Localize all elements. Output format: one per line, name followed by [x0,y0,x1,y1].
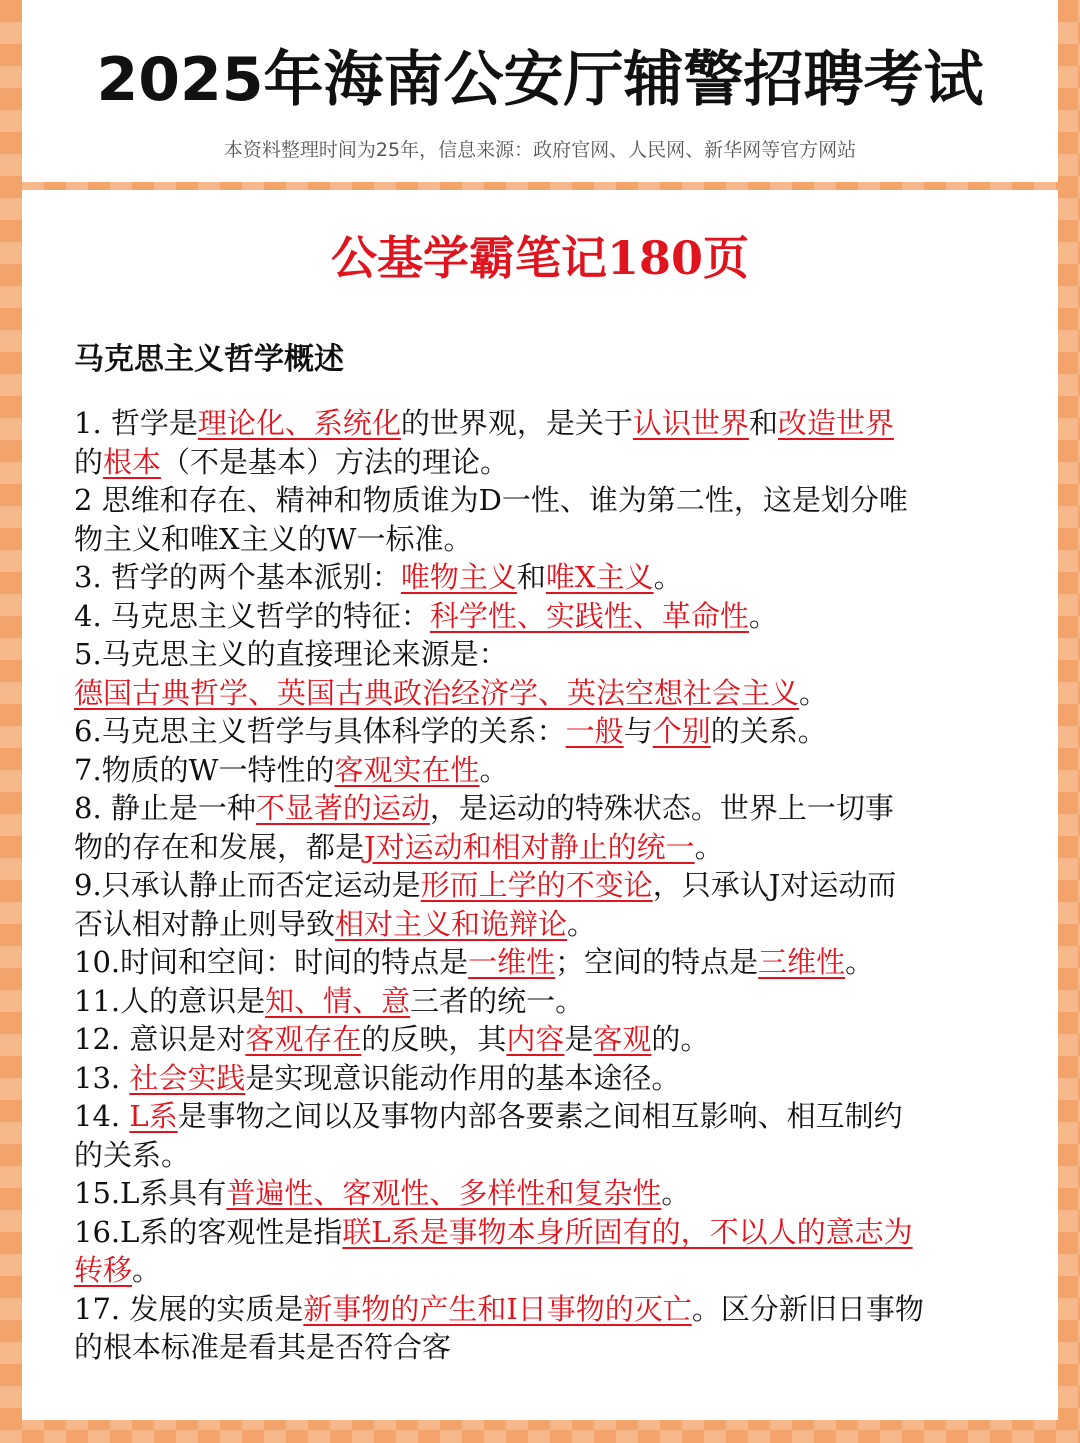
note-line [74,905,1004,944]
source-note: 本资料整理时间为25年，信息来源：政府官网、人民网、新华网等官方网站 [223,139,857,161]
note-text: 三者的统一。 [410,983,585,1018]
highlighted-term: 理论化、系统化 [197,406,401,440]
note-line [74,443,1004,482]
page-title: 2025年海南公安厅辅警招聘考试 [96,45,984,115]
note-text: 的关系。 [710,714,827,748]
note-text: 3. 哲学的两个基本派别： [74,560,401,594]
note-line [74,1097,1004,1136]
note-text: 8. 静止是一种 [74,791,256,825]
note-text: 15.L系具有 [74,1176,227,1210]
note-text: 6.马克思主义哲学与具体科学的关系： [74,714,566,748]
note-text: 7.物质的W一特性的 [74,752,335,787]
note-text: 是实现意识能动作用的基本途径。 [245,1060,681,1095]
notes-body [74,404,1004,1367]
note-line [74,712,1004,751]
note-text: 物主义和唯X主义的W一标准。 [74,521,473,556]
note-line [74,597,1004,636]
note-text: 。 [661,1176,691,1210]
highlighted-term: 唯X主义 [545,560,654,594]
note-text: 16.L系的客观性是指 [74,1214,343,1249]
highlighted-term: L系 [129,1099,178,1133]
note-text: 的。 [651,1022,710,1056]
notes-card [22,190,1058,1420]
note-text: 1. 哲学是 [74,406,198,440]
note-text: 。 [845,945,875,979]
highlighted-term: 一维性 [468,945,556,979]
highlighted-term: 三维性 [758,945,846,979]
highlighted-term: 客观 [593,1022,652,1056]
highlighted-term: 根本 [103,444,162,479]
note-line [74,1059,1004,1098]
notes-subtitle: 公基学霸笔记180页 [330,231,750,285]
note-text: 的根本标准是看其是否符合客 [74,1330,452,1364]
highlighted-term: 内容 [506,1022,565,1056]
highlighted-term: 客观实在性 [334,752,480,787]
note-line [74,481,1004,520]
note-text: 。 [479,752,509,787]
note-text: ，是运动的特殊状态。世界上一切事 [429,791,894,825]
note-text: 9.只承认静止而否定运动是 [74,868,421,902]
note-text: 14. [74,1099,130,1133]
highlighted-term: 德国古典哲学、英国古典政治经济学、英法空想社会主义 [74,675,800,710]
note-text: 的 [74,444,104,479]
highlighted-term: 普遍性、客观性、多样性和复杂性 [226,1176,662,1210]
highlighted-term: 改造世界 [777,406,894,440]
note-text: 。 [653,560,683,594]
note-line [74,558,1004,597]
note-text: 和 [516,560,546,594]
note-text: 2 思维和存在、精神和物质谁为D一性、谁为第二性，这是划分唯 [74,483,908,517]
note-line [74,828,1004,867]
note-text: 17. 发展的实质是 [74,1291,304,1326]
note-line [74,1290,1004,1329]
note-line [74,404,1004,443]
note-line [74,635,1004,674]
note-text: 。 [799,675,829,710]
highlighted-term: 联L系是事物本身所固有的，不以人的意志为 [342,1214,913,1249]
note-line [74,1136,1004,1175]
highlighted-term: 不显著的运动 [255,791,430,825]
highlighted-term: 新事物的产生和I日事物的灭亡 [303,1291,692,1326]
note-line [74,1213,1004,1252]
note-line [74,1328,1004,1367]
note-text: 否认相对静止则导致 [74,906,336,941]
highlighted-term: 客观存在 [245,1022,362,1056]
note-text: 是 [564,1022,594,1056]
note-text: 5.马克思主义的直接理论来源是： [74,637,508,671]
note-text: 的世界观，是关于 [400,406,633,440]
note-line [74,674,1004,713]
highlighted-term: 形而上学的不变论 [420,868,653,902]
note-line [74,520,1004,559]
note-line [74,1251,1004,1290]
highlighted-term: 社会实践 [129,1060,246,1095]
note-text: 物的存在和发展，都是 [74,829,365,864]
highlighted-term: 转移 [74,1253,133,1287]
note-text: 和 [748,406,778,440]
highlighted-term: J对运动和相对静止的统一 [364,829,695,864]
highlighted-term: 一般 [565,714,624,748]
highlighted-term: 科学性、实践性、革命性 [429,598,749,633]
note-line [74,1174,1004,1213]
note-text: 4. 马克思主义哲学的特征： [74,598,430,633]
note-line [74,1020,1004,1059]
highlighted-term: 相对主义和诡辩论 [335,906,568,941]
highlighted-term: 知、情、意 [265,983,411,1018]
note-text: 是事物之间以及事物内部各要素之间相互影响、相互制约 [177,1099,903,1133]
note-line [74,789,1004,828]
note-text: 13. [74,1060,130,1095]
note-text: 的反映，其 [361,1022,507,1056]
note-text: 。 [748,598,778,633]
note-text: 12. 意识是对 [74,1022,246,1056]
note-text: ，只承认J对运动而 [652,868,897,902]
note-text: 。区分新旧日事物 [691,1291,924,1326]
note-text: ；空间的特点是 [555,945,759,979]
note-line [74,943,1004,982]
highlighted-term: 认识世界 [632,406,749,440]
note-text: （不是基本）方法的理论。 [161,444,510,479]
note-text: 与 [623,714,653,748]
note-line [74,982,1004,1021]
section-title: 马克思主义哲学概述 [74,342,344,377]
note-text: 11.人的意识是 [74,983,266,1018]
note-line [74,751,1004,790]
note-text: 10.时间和空间：时间的特点是 [74,945,469,979]
note-line [74,866,1004,905]
highlighted-term: 唯物主义 [400,560,517,594]
note-text: 的关系。 [74,1137,191,1172]
highlighted-term: 个别 [652,714,711,748]
header-banner [22,0,1058,182]
note-text: 。 [567,906,597,941]
note-text: 。 [132,1253,162,1287]
note-text: 。 [694,829,724,864]
